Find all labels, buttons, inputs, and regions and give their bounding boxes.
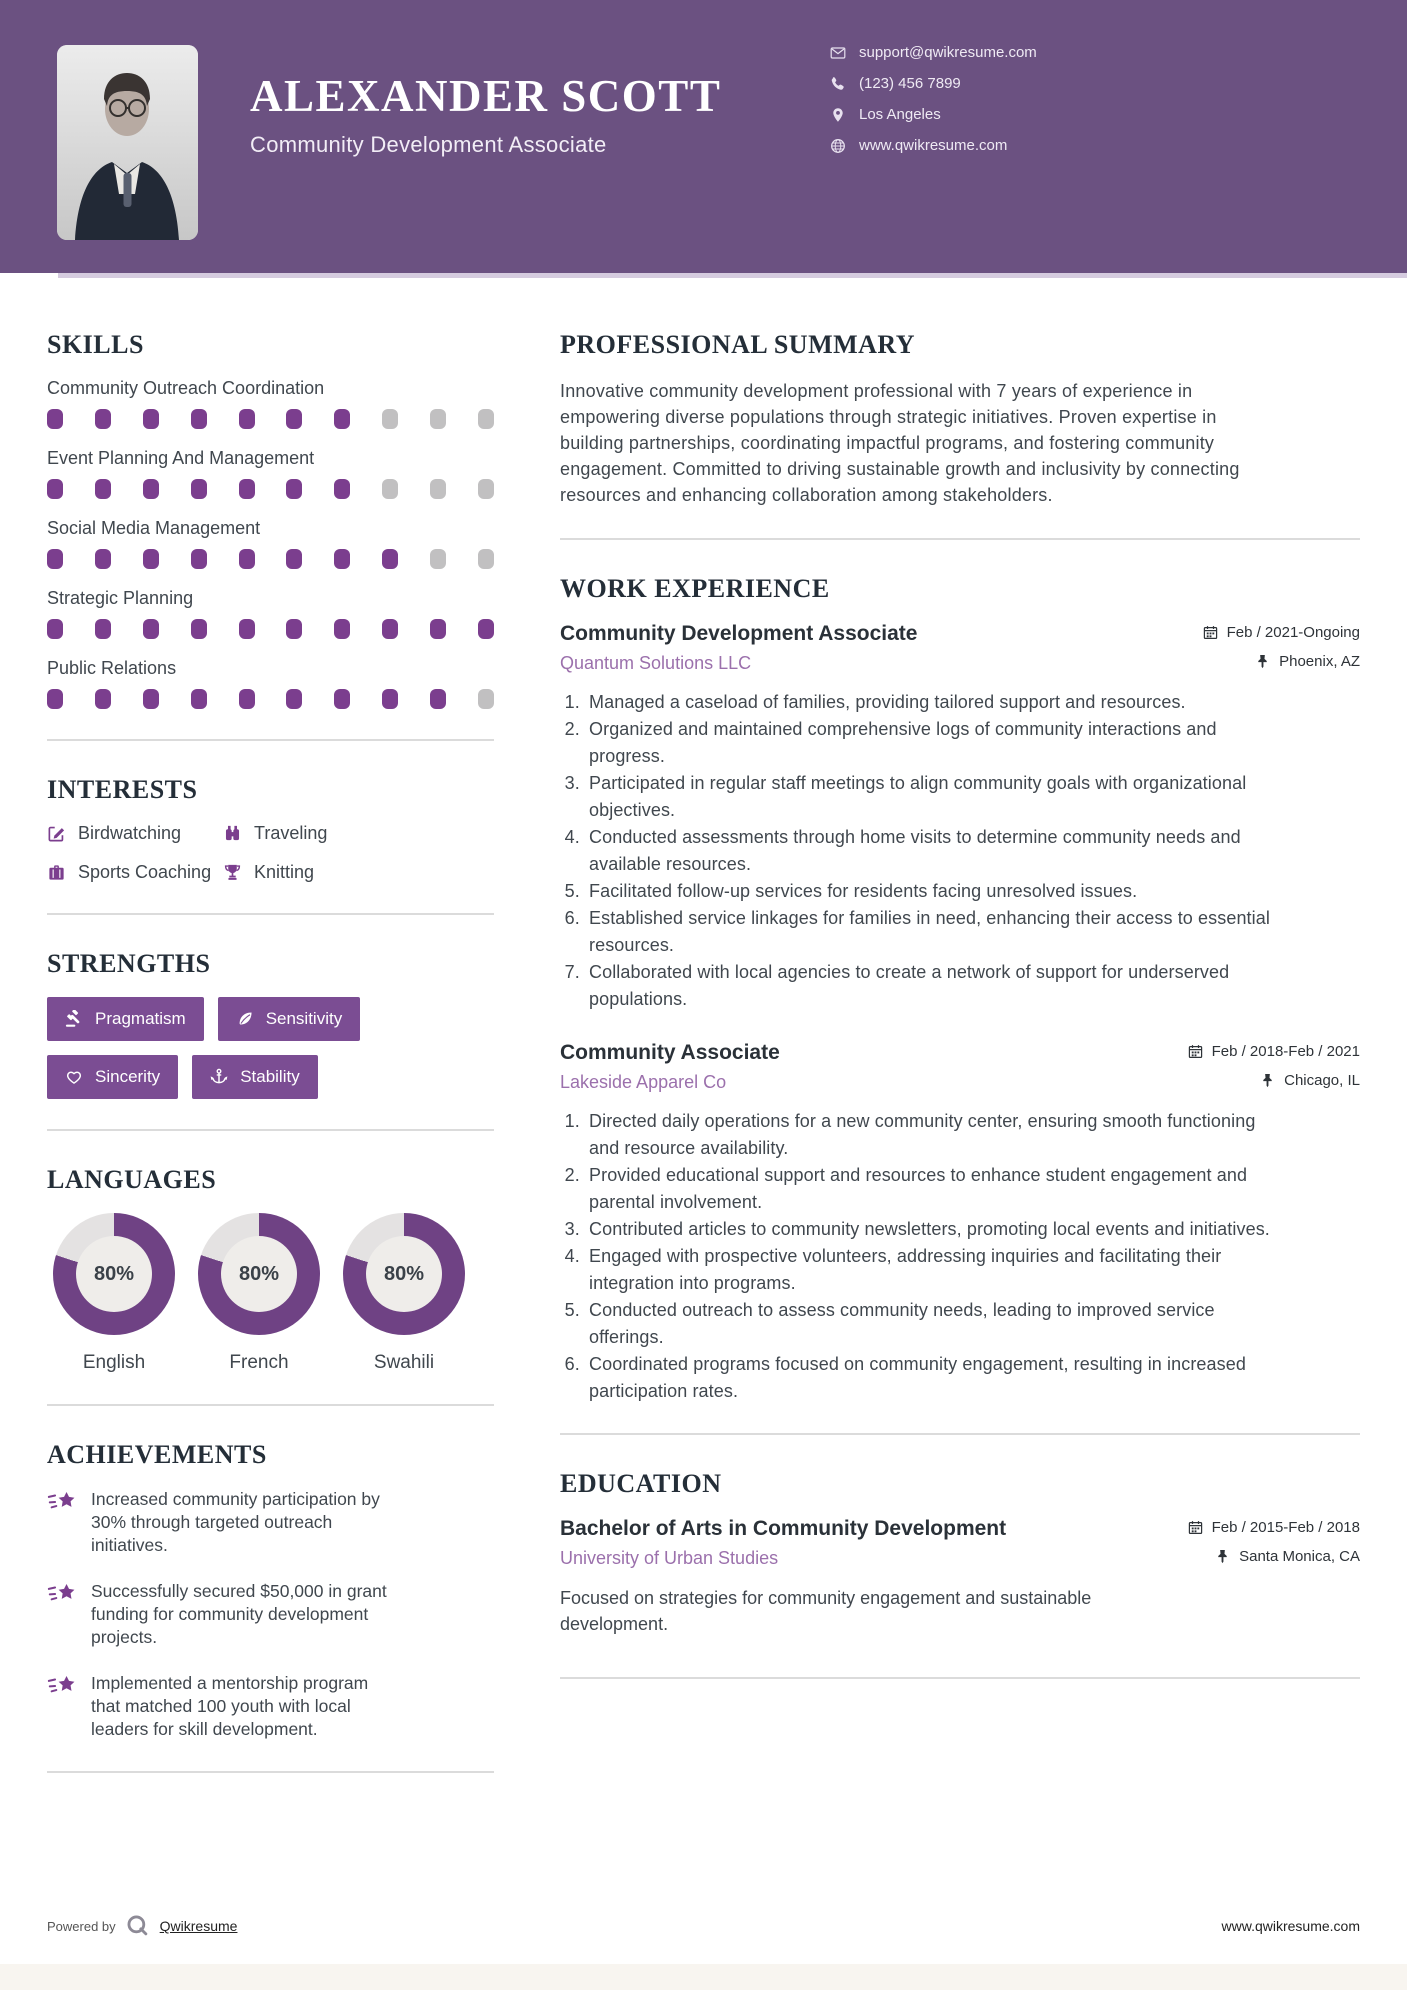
strengths-heading: STRENGTHS	[47, 949, 211, 978]
education-location	[1215, 1548, 1360, 1565]
job-date-text: Feb / 2018-Feb / 2021	[1211, 1043, 1360, 1060]
star-icon	[47, 1673, 78, 1700]
job-bullet: 5. Facilitated follow-up services for residents facing unresolved issues.	[585, 878, 1285, 905]
achievements-list	[47, 1488, 494, 1741]
strength-label: Sensitivity	[265, 1009, 343, 1028]
job-bullet: 6. Coordinated programs focused on community engagement, resulting in increased participation rates.	[585, 1351, 1285, 1405]
contact-list	[830, 44, 1037, 154]
interests-heading: INTERESTS	[47, 775, 198, 804]
skill-label: Strategic Planning	[47, 588, 194, 608]
skill-dot	[382, 409, 398, 429]
skill-item	[47, 658, 494, 709]
interest-label: Traveling	[254, 823, 328, 843]
divider	[560, 538, 1360, 540]
achievement-text: Successfully secured $50,000 in grant funding for community development projects.	[91, 1581, 387, 1647]
divider	[47, 1771, 494, 1773]
skill-dot	[95, 549, 111, 569]
globe-icon	[830, 138, 846, 154]
language-percent: 80%	[221, 1236, 297, 1312]
skill-dot	[430, 549, 446, 569]
main-content	[0, 273, 1407, 1807]
skill-dot	[286, 619, 302, 639]
skill-dot	[95, 409, 111, 429]
calendar-icon	[1203, 625, 1218, 640]
profile-photo	[57, 45, 198, 240]
job-bullet: 1. Managed a caseload of families, providing tailored support and resources.	[585, 689, 1285, 716]
skill-dot	[143, 689, 159, 709]
achievements-heading: ACHIEVEMENTS	[47, 1440, 267, 1469]
divider	[560, 1433, 1360, 1435]
language-label: English	[82, 1352, 146, 1373]
powered-by-label: Powered by	[47, 1918, 116, 1934]
job-location-text: Phoenix, AZ	[1279, 653, 1360, 670]
skills-heading: SKILLS	[47, 330, 144, 359]
skill-label: Community Outreach Coordination	[47, 378, 325, 398]
education-location-text: Santa Monica, CA	[1239, 1548, 1360, 1565]
skill-dot	[430, 619, 446, 639]
skill-dot	[95, 619, 111, 639]
language-percent: 80%	[366, 1236, 442, 1312]
contact-text: www.qwikresume.com	[859, 137, 1008, 154]
job-title: Community Development Associate	[560, 622, 918, 645]
contact-text: Los Angeles	[859, 106, 941, 123]
contact-item	[830, 75, 1037, 92]
achievement-item	[47, 1488, 494, 1557]
achievement-text: Increased community participation by 30% through targeted outreach initiatives.	[91, 1489, 380, 1555]
star-icon	[47, 1581, 78, 1608]
anchor-icon	[210, 1068, 228, 1086]
job-bullet: 3. Participated in regular staff meetings to align community goals with organizational objectives.	[585, 770, 1285, 824]
job-title: Community Associate	[560, 1041, 780, 1064]
skill-dot	[47, 619, 63, 639]
skill-rating	[47, 549, 494, 569]
profile-photo-image	[57, 45, 198, 240]
skill-dot	[478, 479, 494, 499]
skill-dot	[478, 689, 494, 709]
job-bullet: 1. Directed daily operations for a new community center, ensuring smooth functioning and resource availability.	[585, 1108, 1285, 1162]
experience-heading: WORK EXPERIENCE	[560, 574, 830, 603]
languages-list	[47, 1213, 494, 1374]
summary-text: Innovative community development professional with 7 years of experience in empowering diverse populations through strategic initiatives. Proven expertise in building partnerships, coordinating impactful programs, and fostering community engagement. Committed to driving sustainable growth and inclusivity by connecting resources and enhancing collaboration among stakeholders.	[560, 381, 1240, 505]
site-link[interactable]: www.qwikresume.com	[1221, 1918, 1360, 1934]
skill-dot	[286, 479, 302, 499]
job-bullet: 6. Established service linkages for families in need, enhancing their access to essential resources.	[585, 905, 1285, 959]
interest-label: Birdwatching	[78, 823, 182, 843]
left-column	[47, 330, 494, 1807]
language-item	[53, 1213, 175, 1374]
job-bullets	[560, 1108, 1285, 1405]
contact-item[interactable]	[830, 137, 1037, 154]
job-entry	[560, 1041, 1360, 1405]
skill-dot	[382, 619, 398, 639]
interests-list	[47, 823, 494, 883]
language-donut	[53, 1213, 175, 1335]
job-date	[1188, 1043, 1360, 1060]
school-name: University of Urban Studies	[560, 1548, 779, 1568]
skill-dot	[430, 409, 446, 429]
strength-badge	[47, 1055, 178, 1099]
strength-label: Stability	[240, 1067, 300, 1086]
job-location	[1260, 1072, 1360, 1089]
education-description: Focused on strategies for community engagement and sustainable development.	[560, 1588, 1092, 1634]
skill-dot	[286, 409, 302, 429]
divider	[47, 1129, 494, 1131]
skill-dot	[47, 549, 63, 569]
language-item	[343, 1213, 465, 1374]
skill-dot	[47, 689, 63, 709]
skill-rating	[47, 409, 494, 429]
calendar-icon	[1188, 1520, 1203, 1535]
job-location	[1255, 653, 1360, 670]
skill-dot	[191, 619, 207, 639]
contact-item	[830, 106, 1037, 123]
skill-label: Social Media Management	[47, 518, 261, 538]
interest-item	[47, 862, 223, 883]
education-date-text: Feb / 2015-Feb / 2018	[1211, 1519, 1360, 1536]
skill-item	[47, 588, 494, 639]
trophy-icon	[223, 863, 242, 882]
contact-text: (123) 456 7899	[859, 75, 961, 92]
skill-label: Event Planning And Management	[47, 448, 315, 468]
education-heading: EDUCATION	[560, 1469, 722, 1498]
pin-icon	[1255, 654, 1270, 669]
skill-dot	[191, 479, 207, 499]
job-company: Quantum Solutions LLC	[560, 653, 752, 673]
languages-heading: LANGUAGES	[47, 1165, 217, 1194]
skill-dot	[239, 479, 255, 499]
person-title: Community Development Associate	[250, 132, 607, 157]
language-label: French	[229, 1352, 289, 1373]
leaf-icon	[236, 1010, 254, 1028]
pin-icon	[1215, 1549, 1230, 1564]
skill-dot	[143, 479, 159, 499]
right-column	[560, 330, 1360, 1807]
skill-dot	[143, 549, 159, 569]
job-bullet: 4. Conducted assessments through home visits to determine community needs and available resources.	[585, 824, 1285, 878]
achievement-item	[47, 1672, 494, 1741]
location-icon	[830, 107, 846, 123]
phone-icon	[830, 76, 846, 92]
interest-label: Knitting	[254, 862, 315, 882]
header	[0, 0, 1407, 273]
job-location-text: Chicago, IL	[1284, 1072, 1360, 1089]
skill-dot	[191, 689, 207, 709]
language-donut	[198, 1213, 320, 1335]
identity	[250, 71, 722, 158]
star-icon	[47, 1489, 78, 1516]
summary-heading: PROFESSIONAL SUMMARY	[560, 330, 916, 359]
job-bullet: 3. Contributed articles to community newsletters, promoting local events and initiatives.	[585, 1216, 1285, 1243]
degree-title: Bachelor of Arts in Community Development	[560, 1517, 1007, 1540]
strength-badge	[47, 997, 204, 1041]
binoculars-icon	[223, 824, 242, 843]
job-company: Lakeside Apparel Co	[560, 1072, 727, 1092]
skill-dot	[239, 619, 255, 639]
job-bullet: 7. Collaborated with local agencies to create a network of support for underserved populations.	[585, 959, 1285, 1013]
footer	[47, 1914, 1360, 1938]
skill-dot	[334, 479, 350, 499]
skill-dot	[47, 479, 63, 499]
pin-icon	[1260, 1073, 1275, 1088]
powered-by	[47, 1914, 237, 1938]
pencil-icon	[47, 824, 66, 843]
education-date	[1188, 1519, 1360, 1536]
language-item	[198, 1213, 320, 1374]
job-bullet: 4. Engaged with prospective volunteers, addressing inquiries and facilitating their integration into programs.	[585, 1243, 1285, 1297]
skill-item	[47, 378, 494, 429]
language-donut	[343, 1213, 465, 1335]
divider	[560, 1677, 1360, 1679]
email-icon	[830, 45, 846, 61]
job-header	[560, 1041, 1360, 1093]
strength-badge	[218, 997, 361, 1041]
skill-dot	[382, 479, 398, 499]
job-bullet: 2. Organized and maintained comprehensive logs of community interactions and progress.	[585, 716, 1285, 770]
skill-dot	[286, 549, 302, 569]
strength-label: Pragmatism	[95, 1009, 186, 1028]
skill-dot	[430, 689, 446, 709]
bottom-strip	[0, 1964, 1407, 1990]
gavel-icon	[65, 1010, 83, 1028]
job-date-text: Feb / 2021-Ongoing	[1226, 624, 1360, 641]
jobs-list	[560, 622, 1360, 1405]
skill-dot	[47, 409, 63, 429]
skill-dot	[334, 689, 350, 709]
skill-dot	[478, 619, 494, 639]
skill-dot	[191, 549, 207, 569]
skill-item	[47, 518, 494, 569]
skill-dot	[239, 409, 255, 429]
strength-label: Sincerity	[95, 1067, 161, 1086]
heart-icon	[65, 1068, 83, 1086]
skills-list	[47, 378, 494, 709]
skill-dot	[478, 409, 494, 429]
job-bullets	[560, 689, 1285, 1013]
briefcase-icon	[47, 863, 66, 882]
contact-item[interactable]	[830, 44, 1037, 61]
skill-dot	[334, 549, 350, 569]
skill-dot	[334, 409, 350, 429]
job-bullet: 2. Provided educational support and resources to enhance student engagement and parental involvement.	[585, 1162, 1285, 1216]
interest-label: Sports Coaching	[78, 862, 212, 882]
language-label: Swahili	[373, 1352, 435, 1373]
skill-dot	[239, 689, 255, 709]
person-name: ALEXANDER SCOTT	[250, 71, 722, 121]
achievement-text: Implemented a mentorship program that matched 100 youth with local leaders for skill development.	[91, 1673, 369, 1739]
divider	[47, 739, 494, 741]
divider	[47, 913, 494, 915]
skill-dot	[382, 689, 398, 709]
skill-dot	[95, 479, 111, 499]
job-header	[560, 622, 1360, 674]
calendar-icon	[1188, 1044, 1203, 1059]
interest-item	[223, 862, 494, 883]
job-bullet: 5. Conducted outreach to assess community needs, leading to improved service offerings.	[585, 1297, 1285, 1351]
skill-rating	[47, 689, 494, 709]
job-date	[1203, 624, 1360, 641]
skill-dot	[191, 409, 207, 429]
skill-dot	[143, 409, 159, 429]
skill-dot	[430, 479, 446, 499]
skill-dot	[382, 549, 398, 569]
strengths-list	[47, 997, 467, 1099]
skill-rating	[47, 479, 494, 499]
education-entry	[560, 1517, 1360, 1569]
language-percent: 80%	[76, 1236, 152, 1312]
contact-text: support@qwikresume.com	[859, 44, 1037, 61]
skill-dot	[286, 689, 302, 709]
skill-dot	[95, 689, 111, 709]
strength-badge	[192, 1055, 318, 1099]
divider	[47, 1404, 494, 1406]
skill-dot	[334, 619, 350, 639]
job-entry	[560, 622, 1360, 1013]
achievement-item	[47, 1580, 494, 1649]
interest-item	[223, 823, 494, 844]
skill-dot	[478, 549, 494, 569]
brand-link[interactable]: Qwikresume	[159, 1918, 238, 1934]
interest-item	[47, 823, 223, 844]
skill-item	[47, 448, 494, 499]
skill-rating	[47, 619, 494, 639]
skill-label: Public Relations	[47, 658, 177, 678]
q-logo-icon	[126, 1914, 150, 1938]
skill-dot	[239, 549, 255, 569]
header-shadow	[58, 273, 1407, 278]
skill-dot	[143, 619, 159, 639]
